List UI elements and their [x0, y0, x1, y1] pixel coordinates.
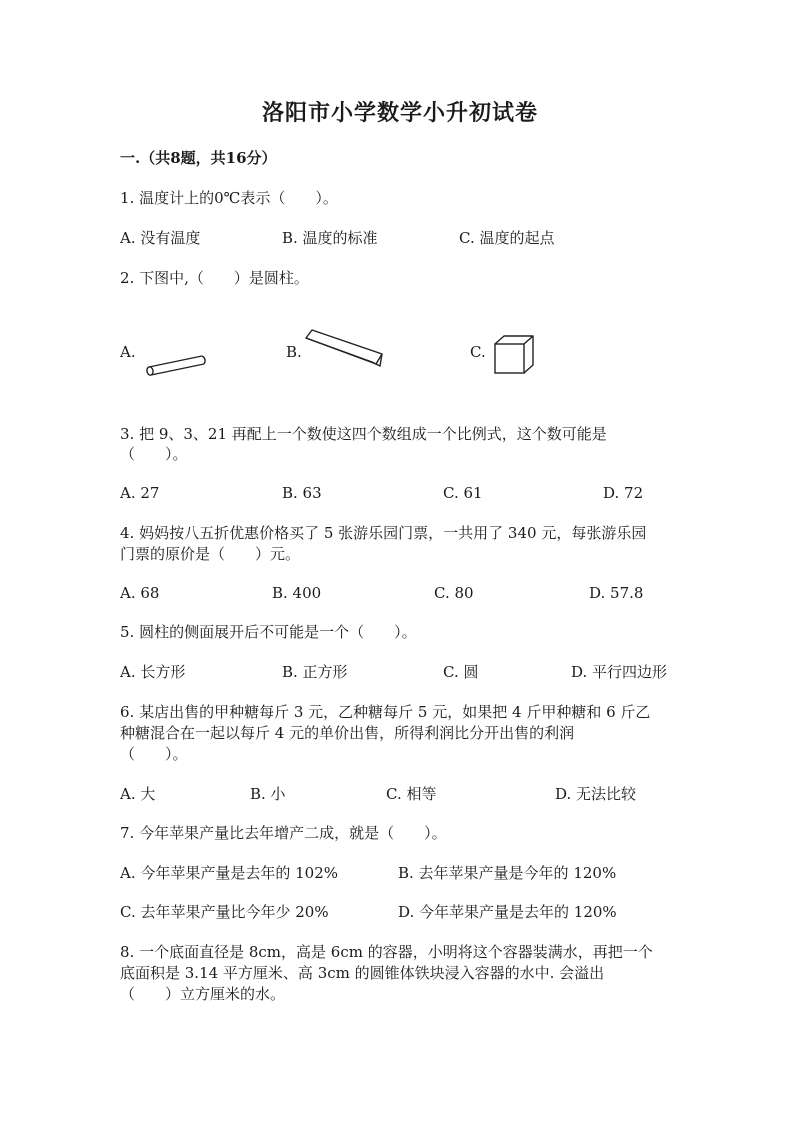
question-7-option-c: C. 去年苹果产量比今年少 20%: [120, 903, 329, 921]
question-5-option-d: D. 平行四边形: [571, 663, 668, 681]
section-heading: 一.（共8题，共16分）: [120, 149, 277, 167]
triangular-prism-icon: [302, 326, 386, 374]
question-3-text-line-1: 3. 把 9、3、21 再配上一个数使这四个数组成一个比例式，这个数可能是: [120, 425, 607, 443]
question-6-text-line-2: 种糖混合在一起以每斤 4 元的单价出售，所得利润比分开出售的利润: [120, 724, 575, 742]
question-4-text-line-2: 门票的原价是（ ）元。: [120, 545, 301, 563]
question-8-text-line-1: 8. 一个底面直径是 8cm，高是 6cm 的容器，小明将这个容器装满水，再把一个: [120, 943, 653, 961]
question-4-text-line-1: 4. 妈妈按八五折优惠价格买了 5 张游乐园门票，一共用了 340 元，每张游乐园: [120, 524, 647, 542]
question-5-option-a: A. 长方形: [120, 663, 186, 681]
question-7-option-a: A. 今年苹果产量是去年的 102%: [120, 864, 339, 882]
question-3-option-b: B. 63: [282, 484, 322, 502]
question-3-option-d: D. 72: [603, 484, 644, 502]
question-5-option-c: C. 圆: [443, 663, 479, 681]
question-6-option-c: C. 相等: [386, 785, 437, 803]
question-5-text: 5. 圆柱的侧面展开后不可能是一个（ ）。: [120, 623, 417, 641]
question-8-text-line-2: 底面积是 3.14 平方厘米、高 3cm 的圆锥体铁块浸入容器的水中. 会溢出: [120, 964, 605, 982]
question-8-text-line-3: （ ）立方厘米的水。: [120, 985, 286, 1003]
question-5-option-b: B. 正方形: [282, 663, 348, 681]
question-7-option-d: D. 今年苹果产量是去年的 120%: [398, 903, 617, 921]
question-7-text: 7. 今年苹果产量比去年增产二成，就是（ ）。: [120, 824, 447, 842]
question-1-option-a: A. 没有温度: [120, 229, 201, 247]
question-4-option-b: B. 400: [272, 584, 322, 602]
question-3-option-a: A. 27: [120, 484, 160, 502]
question-6-text-line-3: （ ）。: [120, 745, 188, 763]
question-2-figure-b-label: B.: [286, 343, 302, 361]
question-3-text-line-2: （ ）。: [120, 445, 188, 463]
question-1-text: 1. 温度计上的0℃表示（ ）。: [120, 189, 338, 207]
question-4-option-c: C. 80: [434, 584, 474, 602]
cylinder-icon: [142, 348, 212, 380]
question-1-option-c: C. 温度的起点: [459, 229, 555, 247]
question-6-option-a: A. 大: [120, 785, 156, 803]
question-2-figure-a-label: A.: [120, 343, 136, 361]
question-6-option-b: B. 小: [250, 785, 286, 803]
cube-icon: [492, 334, 536, 376]
question-6-option-d: D. 无法比较: [555, 785, 637, 803]
question-7-option-b: B. 去年苹果产量是今年的 120%: [398, 864, 617, 882]
question-6-text-line-1: 6. 某店出售的甲种糖每斤 3 元，乙种糖每斤 5 元，如果把 4 斤甲种糖和 6 斤乙: [120, 703, 651, 721]
page-title: 洛阳市小学数学小升初试卷: [261, 100, 538, 126]
question-2-text: 2. 下图中,（ ）是圆柱。: [120, 269, 309, 287]
question-3-option-c: C. 61: [443, 484, 483, 502]
question-4-option-a: A. 68: [120, 584, 160, 602]
question-4-option-d: D. 57.8: [589, 584, 644, 602]
question-2-figure-c-label: C.: [470, 343, 486, 361]
question-1-option-b: B. 温度的标准: [282, 229, 378, 247]
